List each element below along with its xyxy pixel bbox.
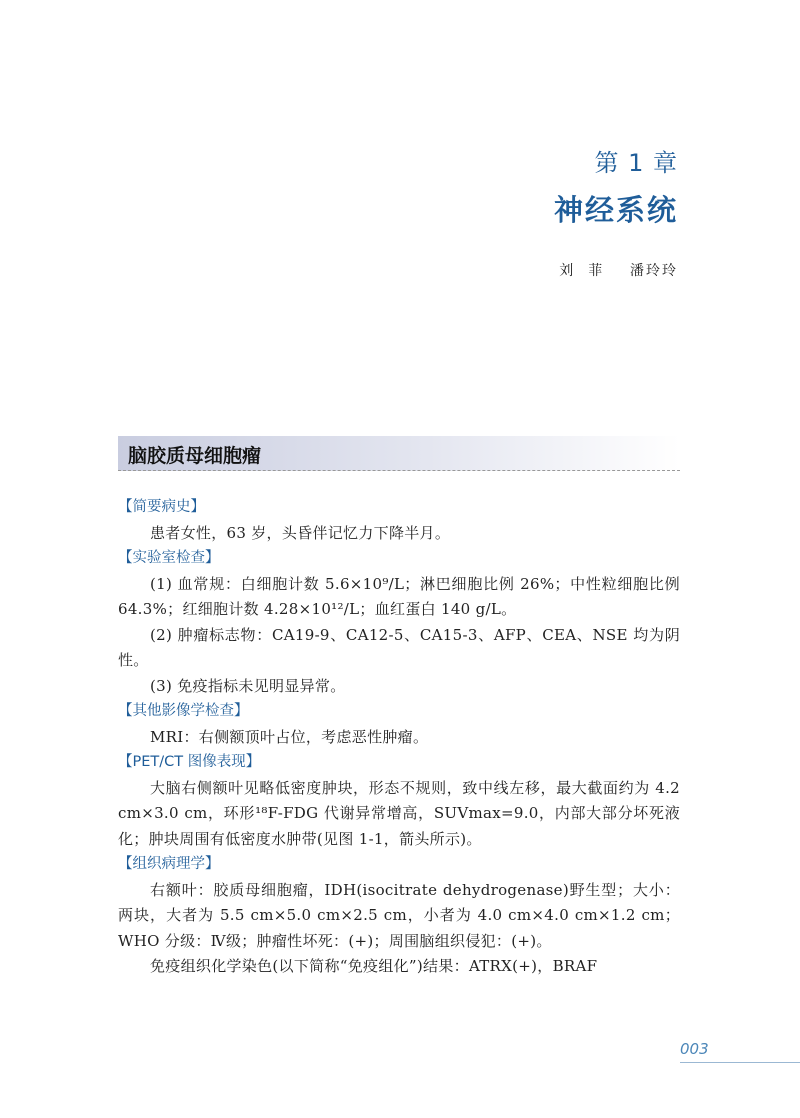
chapter-number: 第 1 章 — [594, 149, 678, 177]
section-header — [118, 436, 680, 471]
paragraph: 大脑右侧额叶见略低密度肿块，形态不规则，致中线左移，最大截面约为 4.2 cm×3.0 cm，环形¹⁸F-FDG 代谢异常增高，SUVmax=9.0，内部大部分坏死液化；肿块周围有低密度水肿带(见图 1-1，箭头所示)。 — [118, 778, 680, 848]
paragraph: (1) 血常规：白细胞计数 5.6×10⁹/L；淋巴细胞比例 26%；中性粒细胞比例 64.3%；红细胞计数 4.28×10¹²/L；血红蛋白 140 g/L。 — [118, 574, 680, 618]
chapter-authors: 刘 菲 潘玲玲 — [559, 263, 678, 279]
paragraph: 右额叶：胶质母细胞瘤，IDH(isocitrate dehydrogenase)野生型；大小：两块，大者为 5.5 cm×5.0 cm×2.5 cm，小者为 4.0 cm×4.0 cm×1.2 cm；WHO 分级：Ⅳ级；肿瘤性坏死：(+)；周围脑组织侵犯：(+)。 — [118, 880, 680, 950]
section-title: 脑胶质母细胞瘤 — [128, 445, 262, 467]
heading-history: 【简要病史】 — [118, 499, 205, 515]
paragraph: 患者女性，63 岁，头昏伴记忆力下降半月。 — [150, 523, 451, 542]
paragraph: MRI：右侧额顶叶占位，考虑恶性肿瘤。 — [150, 727, 429, 746]
page-footer-rule — [680, 1062, 800, 1063]
body-content — [118, 495, 680, 980]
heading-lab-tests: 【实验室检查】 — [118, 550, 220, 566]
chapter-title: 神经系统 — [553, 193, 678, 227]
heading-other-imaging: 【其他影像学检查】 — [118, 703, 249, 719]
paragraph: 免疫组织化学染色(以下简称“免疫组化”)结果：ATRX(+)，BRAF — [150, 957, 598, 975]
heading-pathology: 【组织病理学】 — [118, 856, 220, 872]
heading-petct: 【PET/CT 图像表现】 — [118, 754, 261, 770]
paragraph: (3) 免疫指标未见明显异常。 — [150, 676, 346, 695]
page-number: 003 — [680, 1040, 709, 1058]
paragraph: (2) 肿瘤标志物：CA19-9、CA12-5、CA15-3、AFP、CEA、NSE 均为阴性。 — [118, 625, 680, 669]
